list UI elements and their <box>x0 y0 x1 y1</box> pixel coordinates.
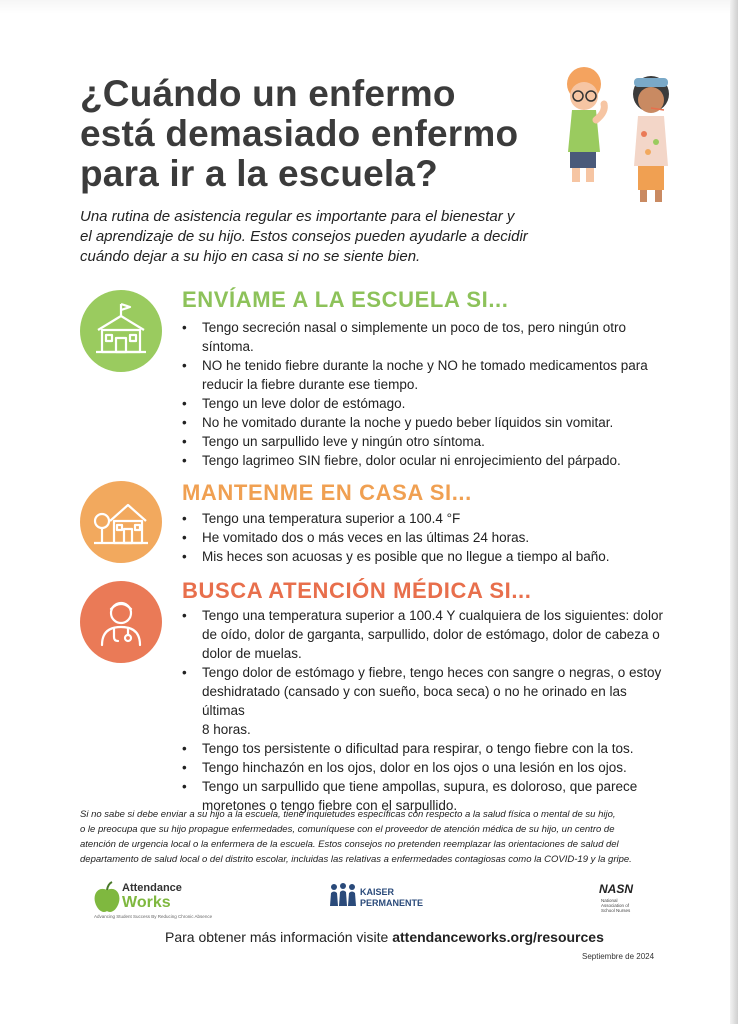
attendance-works-line-2: Works <box>122 894 171 911</box>
more-info-text <box>165 929 604 945</box>
list-item-line: • Tengo secreción nasal o simplemente un poco de tos, pero ningún otro <box>202 320 627 335</box>
disclaimer-line-2: o le preocupa que su hijo propague enfermedades, comuníquese con el proveedor de atención médica de su hijo, un centro de <box>80 824 615 835</box>
keep-at-home-heading: MANTENME EN CASA SI... <box>182 480 472 505</box>
list-item <box>182 547 672 566</box>
list-item <box>182 318 672 356</box>
list-item <box>182 394 672 413</box>
publication-date: Septiembre de 2024 <box>582 952 655 961</box>
send-to-school-list <box>182 318 672 470</box>
keep-at-home-list <box>182 509 672 566</box>
list-item-line: • No he vomitado durante la noche y puedo beber líquidos sin vomitar. <box>202 415 614 430</box>
kaiser-permanente-logo <box>328 882 438 912</box>
list-item <box>182 356 672 394</box>
house-icon <box>80 481 162 563</box>
kaiser-line-1: KAISER <box>360 887 395 897</box>
list-item <box>182 432 672 451</box>
kaiser-line-2: PERMANENTE <box>360 898 424 908</box>
list-item <box>182 413 672 432</box>
list-item <box>182 451 672 470</box>
school-icon <box>80 290 162 372</box>
list-item-line: • Mis heces son acuosas y es posible que no llegue a tiempo al baño. <box>202 549 610 564</box>
list-item-line: • Tengo hinchazón en los ojos, dolor en los ojos o una lesión en los ojos. <box>202 760 627 775</box>
kaiser-people-icon <box>328 882 358 908</box>
page-title <box>80 74 580 194</box>
list-item-line: • Tengo una temperatura superior a 100.4 Y cualquiera de los siguientes: dolor <box>202 608 664 623</box>
intro-line-2: el aprendizaje de su hijo. Estos consejos pueden ayudarle a decidir <box>80 228 528 245</box>
list-item <box>182 663 672 739</box>
disclaimer-text <box>80 807 670 867</box>
list-item-line: deshidratado (cansado y con sueño, boca seca) o no he orinado en las últimas <box>202 684 627 718</box>
disclaimer-line-4: departamento de salud local o del distrito escolar, incluidas las relativas a enfermedades contagiosas como la COVID-19 y la gripe. <box>80 854 632 865</box>
doctor-icon <box>80 581 162 663</box>
send-to-school-heading: ENVÍAME A LA ESCUELA SI... <box>182 287 509 312</box>
attendance-works-logo <box>92 876 213 924</box>
nasn-tagline: National Association of School Nurses <box>601 898 631 913</box>
attendance-works-tagline: Advancing Student Success By Reducing Chronic Absence <box>94 914 213 919</box>
list-item <box>182 606 672 663</box>
list-item-line: reducir la fiebre durante ese tiempo. <box>202 377 419 392</box>
list-item-line: • He vomitado dos o más veces en las últimas 24 horas. <box>202 530 530 545</box>
title-line-1: ¿Cuándo un enfermo <box>80 73 456 114</box>
attendance-works-line-1: Attendance <box>122 882 182 894</box>
list-item <box>182 509 672 528</box>
list-item-line: • Tengo un sarpullido leve y ningún otro síntoma. <box>202 434 485 449</box>
list-item-line: 8 horas. <box>202 722 251 737</box>
title-line-3: para ir a la escuela? <box>80 153 438 194</box>
nasn-logo <box>597 880 647 916</box>
kaiser-text <box>360 887 423 909</box>
scan-edge-top <box>0 0 730 14</box>
list-item-line: de oído, dolor de garganta, sarpullido, dolor de estómago, dolor de cabeza o <box>202 627 660 642</box>
list-item <box>182 758 672 777</box>
disclaimer-line-1: Si no sabe si debe enviar a su hijo a la escuela, tiene inquietudes específicas con respecto a la salud física o mental de su hijo, <box>80 809 616 820</box>
intro-text <box>80 207 530 267</box>
list-item-line: • Tengo lagrimeo SIN fiebre, dolor ocular ni enrojecimiento del párpado. <box>202 453 621 468</box>
seek-medical-care-heading: BUSCA ATENCIÓN MÉDICA SI... <box>182 578 532 603</box>
title-line-2: está demasiado enfermo <box>80 113 519 154</box>
sick-children-illustration <box>548 60 698 210</box>
more-info-link[interactable]: attendanceworks.org/resources <box>392 929 604 945</box>
intro-line-1: Una rutina de asistencia regular es importante para el bienestar y <box>80 208 515 225</box>
list-item-line: síntoma. <box>202 339 254 354</box>
list-item <box>182 739 672 758</box>
list-item-line: moretones o tengo fiebre con el sarpullido. <box>202 798 458 813</box>
apple-icon <box>92 880 122 916</box>
list-item-line: • Tengo dolor de estómago y fiebre, tengo heces con sangre o negras, o estoy <box>202 665 662 680</box>
list-item-line: • Tengo una temperatura superior a 100.4 °F <box>202 511 461 526</box>
list-item-line: • Tengo un leve dolor de estómago. <box>202 396 406 411</box>
list-item-line: • NO he tenido fiebre durante la noche y NO he tomado medicamentos para <box>202 358 648 373</box>
nasn-name: NASN <box>599 882 634 896</box>
scan-edge-right <box>730 0 738 1024</box>
more-info-prefix: Para obtener más información visite <box>165 929 393 945</box>
list-item-line: dolor de muelas. <box>202 646 302 661</box>
list-item-line: • Tengo un sarpullido que tiene ampollas, supura, es doloroso, que parece <box>202 779 638 794</box>
intro-line-3: cuándo dejar a su hijo en casa si no se siente bien. <box>80 248 421 265</box>
list-item <box>182 528 672 547</box>
disclaimer-line-3: atención de urgencia local o la enfermera de la escuela. Estos consejos no pretenden reemplazar las orientaciones de salud del <box>80 839 619 850</box>
list-item-line: • Tengo tos persistente o dificultad para respirar, o tengo fiebre con la tos. <box>202 741 634 756</box>
seek-medical-care-list <box>182 606 672 815</box>
